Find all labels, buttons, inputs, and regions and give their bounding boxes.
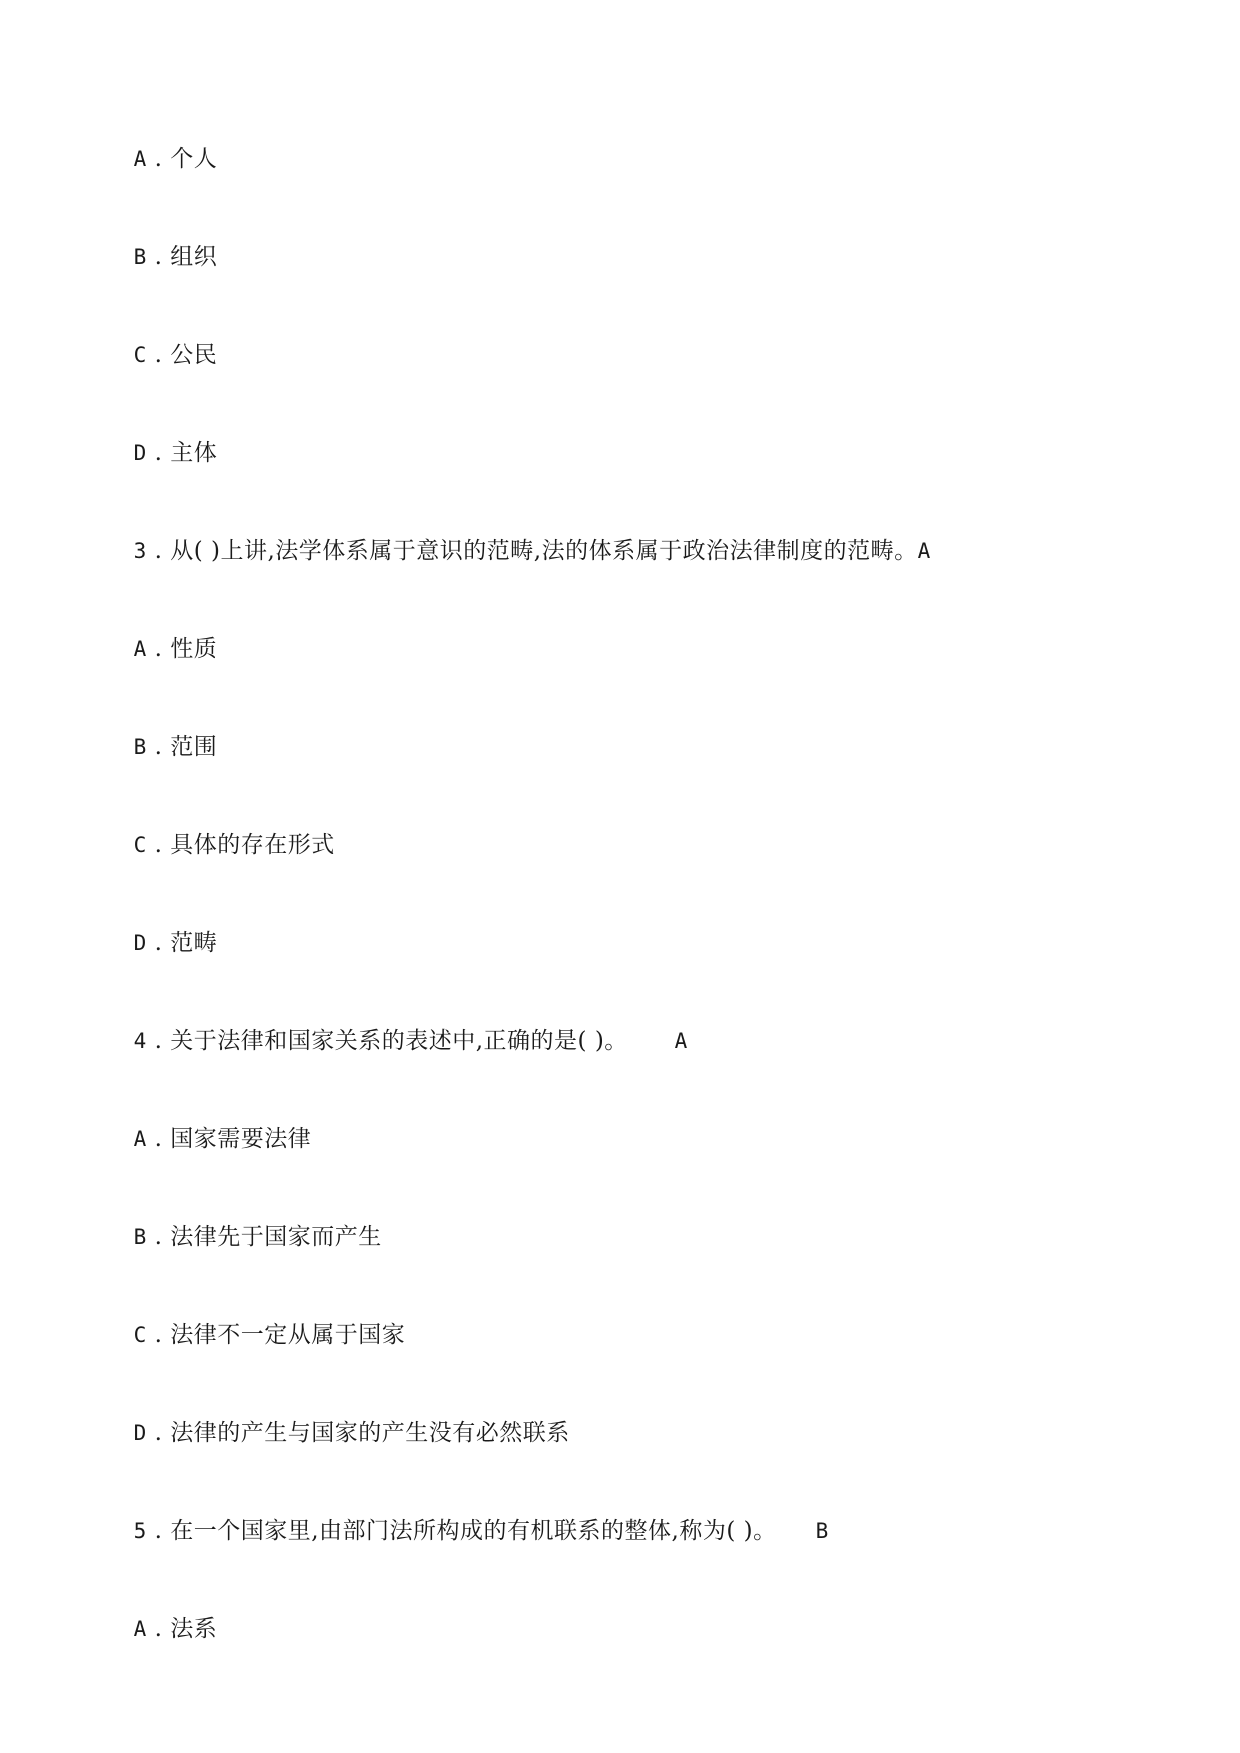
- question-text: 从( )上讲,法学体系属于意识的范畴,法的体系属于政治法律制度的范畴。: [170, 538, 918, 564]
- option-letter: C: [133, 343, 147, 367]
- option-line: C . 公民: [133, 342, 218, 368]
- option-letter: D: [133, 931, 147, 955]
- option-text: 组织: [170, 244, 218, 270]
- question-number: 5: [133, 1519, 147, 1543]
- option-text: 法律不一定从属于国家: [170, 1322, 406, 1348]
- option-letter: B: [133, 735, 147, 759]
- option-line: D . 法律的产生与国家的产生没有必然联系: [133, 1420, 570, 1446]
- option-line: C . 具体的存在形式: [133, 832, 335, 858]
- option-letter: A: [133, 147, 147, 171]
- option-text: 主体: [170, 440, 218, 466]
- answer-key: A: [917, 539, 931, 563]
- option-letter: B: [133, 245, 147, 269]
- option-line: D . 范畴: [133, 930, 218, 956]
- option-line: B . 组织: [133, 244, 218, 270]
- option-letter: A: [133, 637, 147, 661]
- question-text: 关于法律和国家关系的表述中,正确的是( )。: [170, 1028, 628, 1054]
- option-line: A . 个人: [133, 146, 218, 172]
- option-text: 公民: [170, 342, 218, 368]
- option-text: 法律的产生与国家的产生没有必然联系: [170, 1420, 570, 1446]
- option-text: 具体的存在形式: [170, 832, 335, 858]
- option-line: A . 国家需要法律: [133, 1126, 312, 1152]
- option-letter: A: [133, 1127, 147, 1151]
- option-text: 法律先于国家而产生: [170, 1224, 382, 1250]
- question-number: 3: [133, 539, 147, 563]
- option-line: D . 主体: [133, 440, 218, 466]
- answer-key: B: [815, 1519, 829, 1543]
- option-letter: A: [133, 1617, 147, 1641]
- option-line: B . 范围: [133, 734, 218, 760]
- question-text: 在一个国家里,由部门法所构成的有机联系的整体,称为( )。: [170, 1518, 777, 1544]
- option-text: 范围: [170, 734, 218, 760]
- option-text: 法系: [170, 1616, 218, 1642]
- option-line: B . 法律先于国家而产生: [133, 1224, 382, 1250]
- option-line: A . 法系: [133, 1616, 218, 1642]
- option-text: 个人: [170, 146, 218, 172]
- question-line: 5 . 在一个国家里,由部门法所构成的有机联系的整体,称为( )。 B: [133, 1518, 829, 1544]
- option-text: 范畴: [170, 930, 218, 956]
- question-line: 4 . 关于法律和国家关系的表述中,正确的是( )。 A: [133, 1028, 688, 1054]
- option-letter: C: [133, 833, 147, 857]
- option-text: 性质: [170, 636, 218, 662]
- option-letter: D: [133, 1421, 147, 1445]
- question-number: 4: [133, 1029, 147, 1053]
- option-letter: C: [133, 1323, 147, 1347]
- option-line: A . 性质: [133, 636, 218, 662]
- answer-key: A: [674, 1029, 688, 1053]
- question-line: 3 . 从( )上讲,法学体系属于意识的范畴,法的体系属于政治法律制度的范畴。A: [133, 538, 931, 564]
- option-text: 国家需要法律: [170, 1126, 312, 1152]
- option-letter: D: [133, 441, 147, 465]
- option-line: C . 法律不一定从属于国家: [133, 1322, 406, 1348]
- option-letter: B: [133, 1225, 147, 1249]
